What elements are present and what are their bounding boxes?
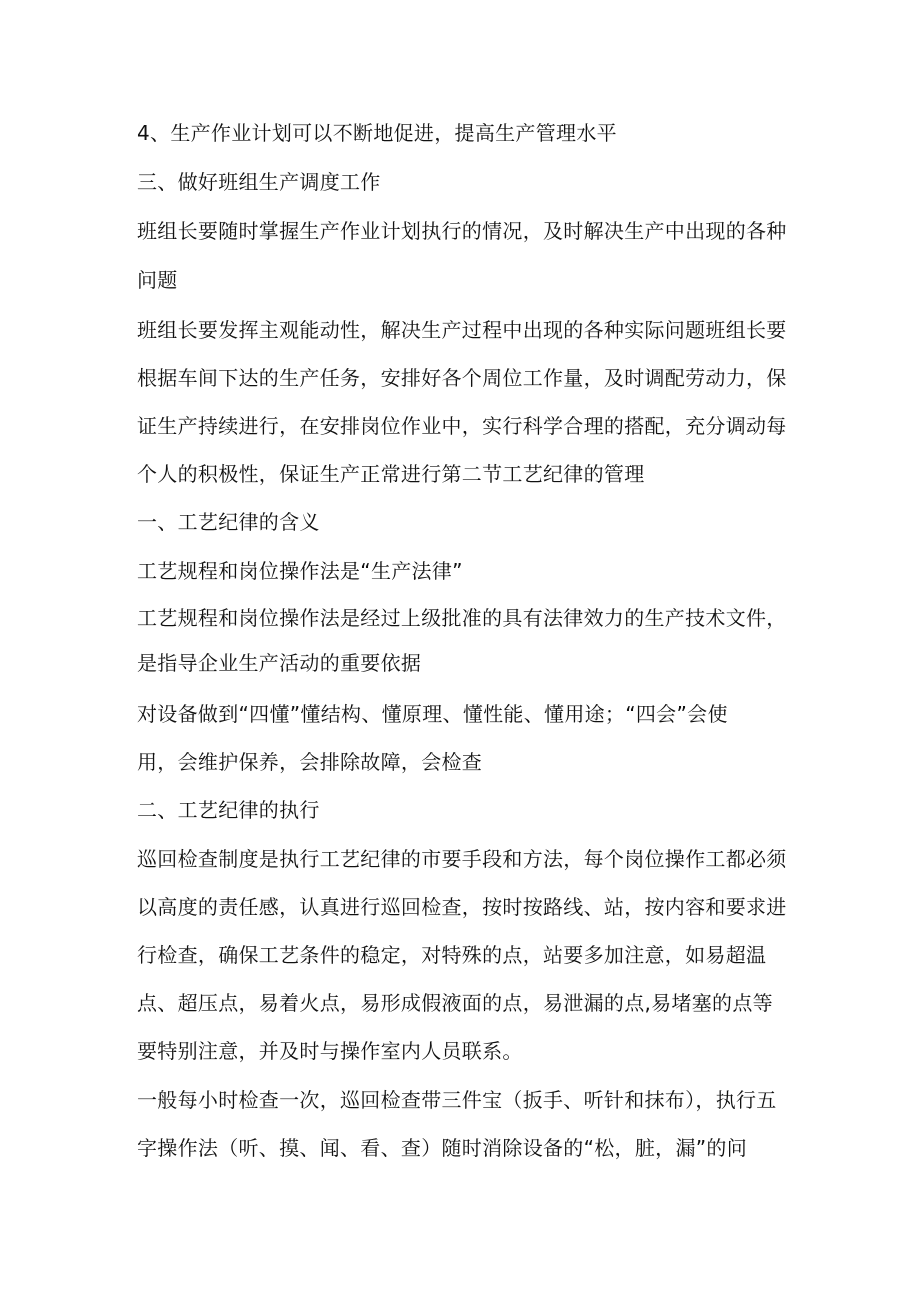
text-line: 问题 [137, 268, 178, 292]
text-line: 以高度的责任感，认真进行巡回检查，按时按路线、站，按内容和要求进 [137, 895, 787, 919]
text-line: 巡回检查制度是执行工艺纪律的市要手段和方法，每个岗位操作工都必须 [137, 847, 787, 871]
text-line: 4、生产作业计划可以不断地促进，提高生产管理水平 [137, 121, 617, 145]
text-line: 根据车间下达的生产任务，安排好各个周位工作量，及时调配劳动力，保 [137, 366, 787, 390]
text-line: 字操作法（听、摸、闻、看、查）随时消除设备的“松，脏，漏”的问 [137, 1136, 748, 1160]
text-line: 行检查，确保工艺条件的稳定，对特殊的点，站要多加注意，如易超温 [137, 943, 767, 967]
text-line: 班组长要随时掌握生产作业计划执行的情况，及时解决生产中出现的各种 [137, 219, 787, 243]
text-line: 班组长要发挥主观能动性，解决生产过程中出现的各种实际问题班组长要 [137, 318, 787, 342]
text-line: 是指导企业生产活动的重要依据 [137, 651, 422, 675]
text-line: 要特别注意，并及时与操作室内人员联系。 [137, 1039, 523, 1063]
text-line: 对设备做到“四懂”懂结构、懂原理、懂性能、懂用途；“四会”会使 [137, 702, 728, 726]
text-line: 个人的积极性，保证生产正常进行第二节工艺纪律的管理 [137, 462, 645, 486]
text-line: 一般每小时检查一次，巡回检查带三件宝（扳手、听针和抹布），执行五 [137, 1088, 777, 1112]
text-line: 用，会维护保养，会排除故障，会检查 [137, 750, 483, 774]
text-line: 工艺规程和岗位操作法是经过上级批准的具有法律效力的生产技术文件， [137, 606, 787, 630]
section-heading: 三、做好班组生产调度工作 [137, 170, 381, 194]
text-line: 证生产持续进行，在安排岗位作业中，实行科学合理的搭配，充分调动每 [137, 414, 787, 438]
text-line: 点、超压点，易着火点，易形成假液面的点，易泄漏的点,易堵塞的点等 [137, 991, 773, 1015]
text-line: 工艺规程和岗位操作法是“生产法律” [137, 559, 463, 583]
section-heading: 一、工艺纪律的含义 [137, 510, 320, 534]
section-heading: 二、工艺纪律的执行 [137, 798, 320, 822]
